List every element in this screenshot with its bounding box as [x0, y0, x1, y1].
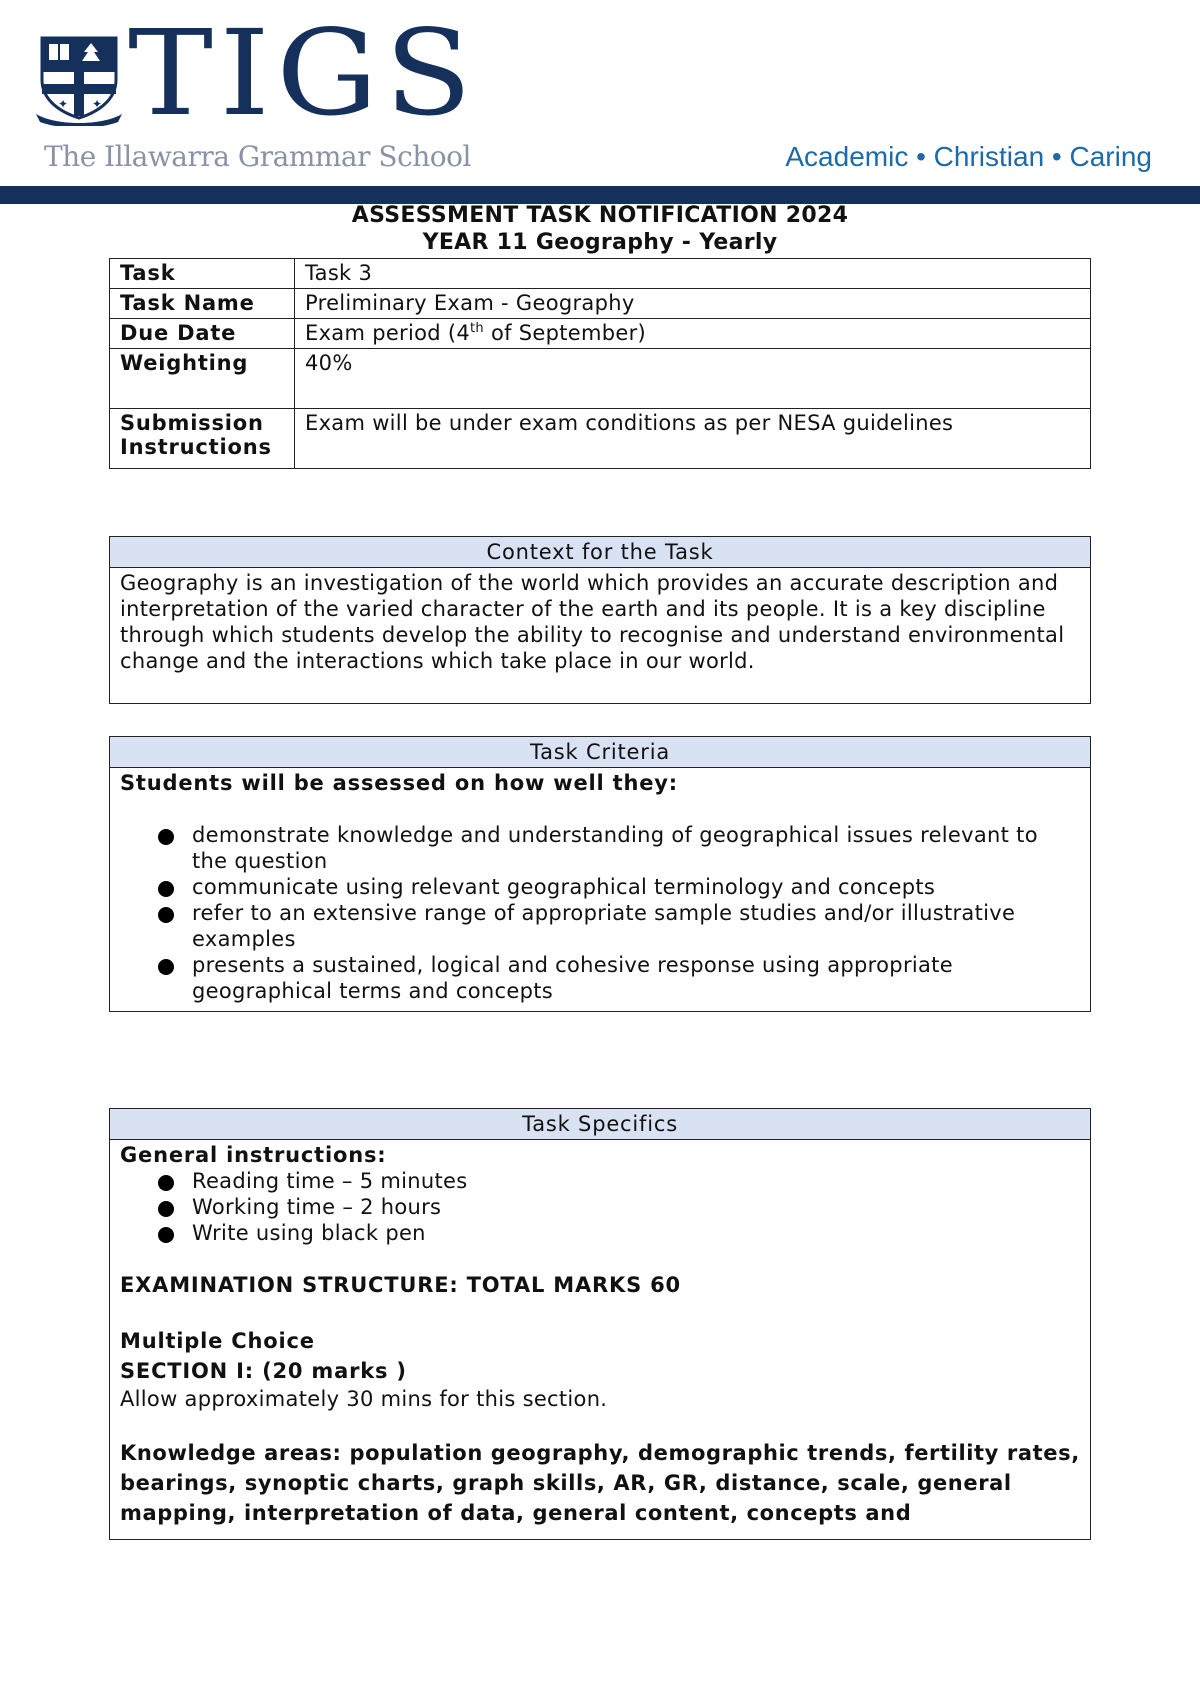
document-subtitle: YEAR 11 Geography - Yearly	[422, 230, 778, 255]
general-instructions-list	[120, 1168, 1080, 1246]
criteria-body	[110, 768, 1090, 1006]
weighting-value: 40%	[295, 349, 1091, 409]
specifics-body	[110, 1140, 1090, 1530]
criteria-box	[109, 736, 1091, 1012]
task-info-table	[109, 258, 1091, 469]
logo-wordmark: TIGS	[128, 4, 479, 142]
specifics-box	[109, 1108, 1091, 1540]
list-item: communicate using relevant geographical terminology and concepts	[120, 874, 1080, 900]
criteria-intro: Students will be assessed on how well they:	[120, 771, 678, 795]
context-box	[109, 536, 1091, 704]
weighting-label: Weighting	[110, 349, 295, 409]
section-one-time: Allow approximately 30 mins for this section.	[120, 1387, 608, 1411]
general-instructions-heading: General instructions:	[120, 1143, 387, 1167]
header-rule	[0, 186, 1200, 204]
table-row	[110, 349, 1091, 409]
page-header	[0, 0, 1200, 206]
criteria-heading: Task Criteria	[110, 737, 1090, 768]
task-name-value: Preliminary Exam - Geography	[295, 289, 1091, 319]
school-motto: Academic • Christian • Caring	[785, 141, 1152, 172]
table-row	[110, 409, 1091, 469]
list-item: Working time – 2 hours	[120, 1194, 1080, 1220]
submission-label: Submission Instructions	[110, 409, 295, 469]
criteria-list	[120, 822, 1080, 1004]
task-value: Task 3	[295, 259, 1091, 289]
list-item: demonstrate knowledge and understanding of geographical issues relevant to the question	[120, 822, 1080, 874]
list-item: Reading time – 5 minutes	[120, 1168, 1080, 1194]
context-body: Geography is an investigation of the world which provides an accurate description and interpretation of the varied character of the earth and its people. It is a key discipline through which students develop the ability to recognise and understand environmental change and the interactions which take place in our world.	[120, 571, 1065, 673]
svg-text:✦: ✦	[58, 97, 69, 111]
table-row	[110, 289, 1091, 319]
due-date-value: Exam period (4th of September)	[295, 319, 1091, 349]
school-crest-icon	[36, 34, 122, 126]
specifics-heading: Task Specifics	[110, 1109, 1090, 1140]
context-heading: Context for the Task	[110, 537, 1090, 568]
task-label: Task	[110, 259, 295, 289]
table-row	[110, 259, 1091, 289]
table-row	[110, 319, 1091, 349]
section-one-heading: SECTION I: (20 marks )	[120, 1359, 407, 1383]
multiple-choice-heading: Multiple Choice	[120, 1329, 315, 1353]
submission-value: Exam will be under exam conditions as per NESA guidelines	[295, 409, 1091, 469]
due-date-label: Due Date	[110, 319, 295, 349]
knowledge-areas: Knowledge areas: population geography, demographic trends, fertility rates, bearings, synoptic charts, graph skills, AR, GR, distance, scale, general mapping, interpretation of data, general content, concepts and	[120, 1441, 1080, 1525]
list-item: Write using black pen	[120, 1220, 1080, 1246]
school-name: The Illawarra Grammar School	[44, 140, 471, 173]
exam-structure: EXAMINATION STRUCTURE: TOTAL MARKS 60	[120, 1273, 681, 1297]
svg-text:✦: ✦	[92, 97, 103, 111]
list-item: presents a sustained, logical and cohesive response using appropriate geographical terms and concepts	[120, 952, 1080, 1004]
document-title: ASSESSMENT TASK NOTIFICATION 2024	[351, 203, 849, 228]
list-item: refer to an extensive range of appropriate sample studies and/or illustrative examples	[120, 900, 1080, 952]
task-name-label: Task Name	[110, 289, 295, 319]
